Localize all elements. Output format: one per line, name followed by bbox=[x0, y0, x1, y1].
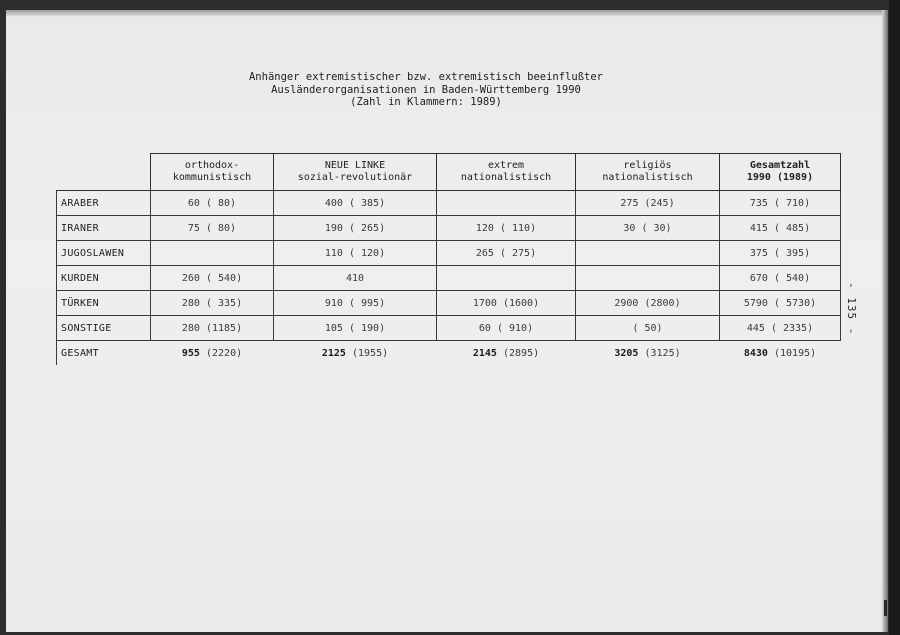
table-cell bbox=[437, 266, 576, 291]
table-cell: 2900 (2800) bbox=[576, 291, 720, 316]
table-cell bbox=[576, 266, 720, 291]
table-cell: 375 ( 395) bbox=[720, 241, 841, 266]
table-cell: 105 ( 190) bbox=[274, 316, 437, 341]
table-cell bbox=[437, 191, 576, 216]
total-previous: (2895) bbox=[503, 347, 540, 359]
column-header: orthodox- kommunistisch bbox=[151, 154, 274, 191]
table-cell: 120 ( 110) bbox=[437, 216, 576, 241]
total-value: 2125 bbox=[321, 347, 346, 359]
table-cell: 280 (1185) bbox=[151, 316, 274, 341]
total-row bbox=[57, 341, 841, 366]
table-cell: 415 ( 485) bbox=[720, 216, 841, 241]
row-label: ARABER bbox=[57, 191, 151, 216]
table-cell: 280 ( 335) bbox=[151, 291, 274, 316]
table-cell: 75 ( 80) bbox=[151, 216, 274, 241]
total-value: 2145 bbox=[472, 347, 497, 359]
table-cell: 410 bbox=[274, 266, 437, 291]
table-cell: 60 ( 80) bbox=[151, 191, 274, 216]
total-previous: (3125) bbox=[644, 347, 681, 359]
table-cell: 260 ( 540) bbox=[151, 266, 274, 291]
table-cell: 910 ( 995) bbox=[274, 291, 437, 316]
table-cell: 110 ( 120) bbox=[274, 241, 437, 266]
table-cell bbox=[576, 241, 720, 266]
table-cell: 60 ( 910) bbox=[437, 316, 576, 341]
table-cell: 190 ( 265) bbox=[274, 216, 437, 241]
table-cell: 30 ( 30) bbox=[576, 216, 720, 241]
total-cell bbox=[437, 341, 576, 366]
total-value: 3205 bbox=[614, 347, 639, 359]
scan-shadow bbox=[882, 10, 888, 632]
heading-line-3: (Zahl in Klammern: 1989) bbox=[350, 96, 502, 108]
table-row bbox=[57, 216, 841, 241]
table-cell: 735 ( 710) bbox=[720, 191, 841, 216]
scan-border bbox=[889, 0, 900, 635]
row-label: SONSTIGE bbox=[57, 316, 151, 341]
table-row bbox=[57, 316, 841, 341]
row-label: IRANER bbox=[57, 216, 151, 241]
total-cell bbox=[576, 341, 720, 366]
table-cell bbox=[151, 241, 274, 266]
table-cell: 1700 (1600) bbox=[437, 291, 576, 316]
table-cell: ( 50) bbox=[576, 316, 720, 341]
total-value: 8430 bbox=[743, 347, 768, 359]
page-number: - 135 - bbox=[845, 282, 858, 336]
total-previous: (1955) bbox=[352, 347, 389, 359]
table-row bbox=[57, 266, 841, 291]
total-value: 955 bbox=[181, 347, 200, 359]
table-cell: 400 ( 385) bbox=[274, 191, 437, 216]
document-heading bbox=[156, 71, 696, 109]
column-header: Gesamtzahl 1990 (1989) bbox=[720, 154, 841, 191]
total-cell bbox=[720, 341, 841, 366]
row-label: GESAMT bbox=[57, 341, 151, 366]
heading-line-2: Ausländerorganisationen in Baden-Württemberg 1990 bbox=[271, 83, 581, 96]
header-row bbox=[57, 154, 841, 191]
column-header: religiös nationalistisch bbox=[576, 154, 720, 191]
heading-line-1: Anhänger extremistischer bzw. extremistisch beeinflußter bbox=[248, 71, 603, 83]
table-body bbox=[57, 191, 841, 366]
total-previous: (10195) bbox=[773, 347, 817, 359]
total-previous: (2220) bbox=[205, 347, 243, 359]
table-row bbox=[57, 191, 841, 216]
column-header: NEUE LINKE sozial-revolutionär bbox=[274, 154, 437, 191]
corner-cell bbox=[57, 154, 151, 191]
scan-edge bbox=[6, 10, 888, 16]
row-label: JUGOSLAWEN bbox=[57, 241, 151, 266]
row-label: KURDEN bbox=[57, 266, 151, 291]
column-header: extrem nationalistisch bbox=[437, 154, 576, 191]
scan-mark bbox=[884, 600, 887, 616]
table-cell: 670 ( 540) bbox=[720, 266, 841, 291]
table-row bbox=[57, 241, 841, 266]
total-cell bbox=[151, 341, 274, 366]
row-label: TÜRKEN bbox=[57, 291, 151, 316]
table-row bbox=[57, 291, 841, 316]
table-cell: 445 ( 2335) bbox=[720, 316, 841, 341]
table-cell: 5790 ( 5730) bbox=[720, 291, 841, 316]
total-cell bbox=[274, 341, 437, 366]
statistics-table bbox=[56, 153, 841, 365]
table-cell: 275 (245) bbox=[576, 191, 720, 216]
table-cell: 265 ( 275) bbox=[437, 241, 576, 266]
